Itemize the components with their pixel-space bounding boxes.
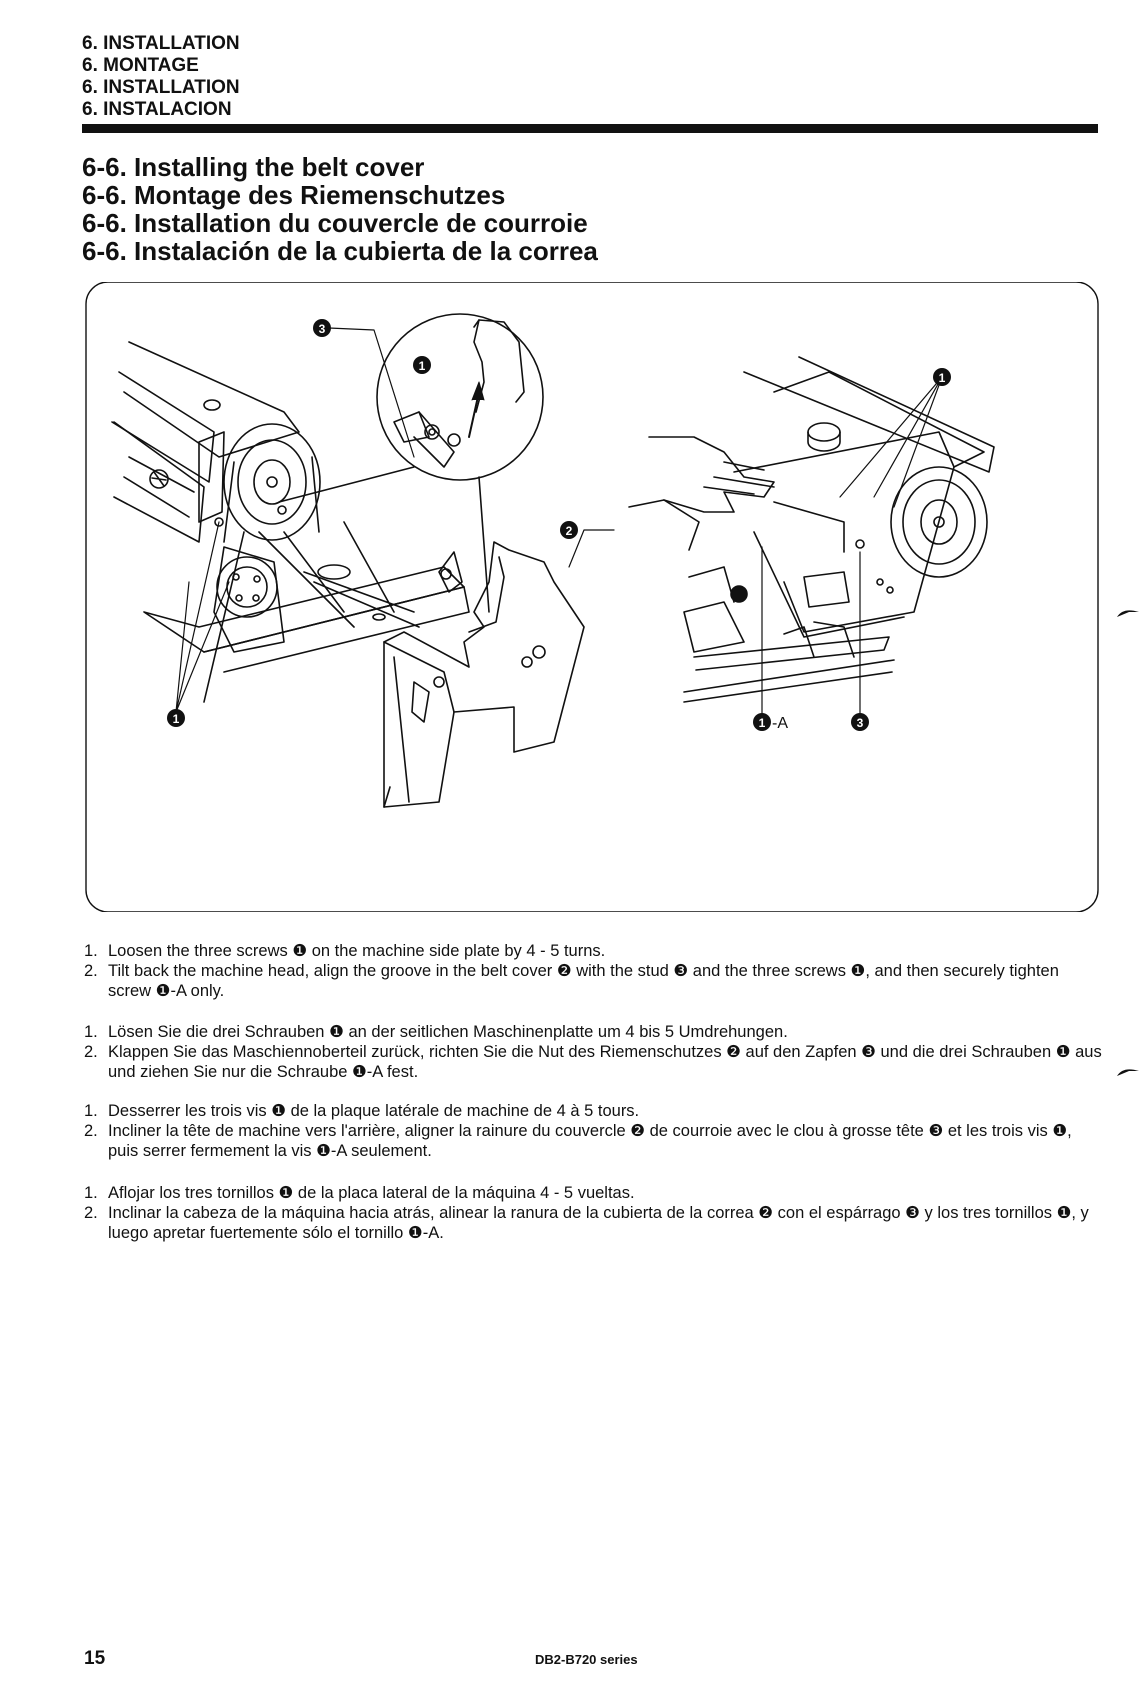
- callout-screws-right: [933, 368, 951, 386]
- callout-stud-left-label: 3: [318, 322, 326, 336]
- leader-lines-left: [176, 328, 614, 712]
- pulley-left: [224, 424, 320, 542]
- step-number: 1.: [84, 1023, 98, 1041]
- instructions-en: [84, 941, 1104, 1001]
- callout-screw-zoom: [413, 356, 431, 374]
- step-es-1: [84, 1183, 1104, 1203]
- step-number: 2.: [84, 962, 98, 980]
- callout-stud-left: [313, 319, 331, 337]
- callout-belt-cover-label: 2: [565, 524, 573, 538]
- leader-lines-right: [762, 377, 942, 714]
- callout-screw-a-number: 1: [758, 716, 766, 730]
- step-number: 1.: [84, 1184, 98, 1202]
- margin-mark-top: [1115, 606, 1141, 618]
- chapter-heading-es: 6. INSTALACION: [82, 99, 232, 120]
- chapter-heading-en: 6. INSTALLATION: [82, 33, 240, 54]
- chapter-headings: [82, 33, 240, 121]
- step-text: Loosen the three screws ❶ on the machine side plate by 4 - 5 turns.: [108, 942, 606, 960]
- step-en-1: [84, 941, 1104, 961]
- pulley-right: [856, 467, 987, 593]
- page-number: 15: [84, 1648, 106, 1669]
- callout-stud-right: [851, 713, 869, 731]
- hand-right: [629, 437, 774, 550]
- instructions-es: [84, 1183, 1104, 1243]
- machine-head-right: [684, 357, 994, 702]
- step-de-1: [84, 1022, 1104, 1042]
- chapter-heading-de: 6. MONTAGE: [82, 55, 199, 76]
- header-rule: [82, 124, 1098, 133]
- belt-cover: [384, 542, 584, 807]
- callout-markers: [167, 319, 951, 732]
- step-text: Klappen Sie das Maschiennoberteil zurück, richten Sie die Nut des Riemenschutzes ❷ auf den Zapfen ❸ und die drei Schrauben ❶ aus und ziehen Sie nur die Schraube ❶-A fest.: [108, 1043, 1102, 1081]
- chapter-heading-fr: 6. INSTALLATION: [82, 77, 240, 98]
- section-title-fr: 6-6. Installation du couvercle de courroie: [82, 208, 588, 238]
- step-number: 1.: [84, 942, 98, 960]
- callout-stud-right-label: 3: [856, 716, 864, 730]
- instructions-de: [84, 1022, 1104, 1082]
- callout-belt-cover: [560, 521, 578, 539]
- step-en-2: [84, 961, 1104, 1001]
- step-text: Aflojar los tres tornillos ❶ de la placa lateral de la máquina 4 - 5 vueltas.: [108, 1184, 635, 1202]
- step-text: Lösen Sie die drei Schrauben ❶ an der seitlichen Maschinenplatte um 4 bis 5 Umdrehungen.: [108, 1023, 788, 1041]
- step-number: 2.: [84, 1204, 98, 1222]
- section-title-es: 6-6. Instalación de la cubierta de la correa: [82, 236, 598, 266]
- step-number: 2.: [84, 1043, 98, 1061]
- step-number: 2.: [84, 1122, 98, 1140]
- step-text: Desserrer les trois vis ❶ de la plaque latérale de machine de 4 à 5 tours.: [108, 1102, 640, 1120]
- callout-screws-right-label: 1: [938, 371, 946, 385]
- callout-screws-left-label: 1: [172, 712, 180, 726]
- callout-screw-zoom-label: 1: [418, 359, 426, 373]
- machine-head-left: [112, 342, 299, 542]
- section-titles: [82, 153, 598, 265]
- model-name: DB2-B720 series: [535, 1652, 638, 1667]
- section-title-en: 6-6. Installing the belt cover: [82, 152, 425, 182]
- step-fr-1: [84, 1101, 1104, 1121]
- step-es-2: [84, 1203, 1104, 1243]
- step-fr-2: [84, 1121, 1104, 1161]
- step-de-2: [84, 1042, 1104, 1082]
- step-text: Inclinar la cabeza de la máquina hacia atrás, alinear la ranura de la cubierta de la correa ❷ con el espárrago ❸ y los tres tornillos ❶, y luego apretar fuertemente sólo el tornillo ❶-A.: [108, 1204, 1089, 1242]
- callout-screws-left: [167, 709, 185, 727]
- belt-and-base-left: [144, 522, 469, 702]
- step-text: Tilt back the machine head, align the groove in the belt cover ❷ with the stud ❸ and the three screws ❶, and then securely tighten screw ❶-A only.: [108, 962, 1059, 1000]
- instructions-fr: [84, 1101, 1104, 1161]
- step-number: 1.: [84, 1102, 98, 1120]
- callout-screw-a-suffix: -A: [772, 715, 788, 732]
- section-title-de: 6-6. Montage des Riemenschutzes: [82, 180, 506, 210]
- detail-zoom-circle: [279, 314, 543, 612]
- callout-screw-a: [753, 713, 788, 732]
- belt-cover-illustration: [84, 282, 1100, 912]
- margin-mark-bottom: [1115, 1065, 1141, 1077]
- step-text: Incliner la tête de machine vers l'arrière, aligner la rainure du couvercle ❷ de courroie avec le clou à grosse tête ❸ et les trois vis ❶, puis serrer fermement la vis ❶-A seulement.: [108, 1122, 1072, 1160]
